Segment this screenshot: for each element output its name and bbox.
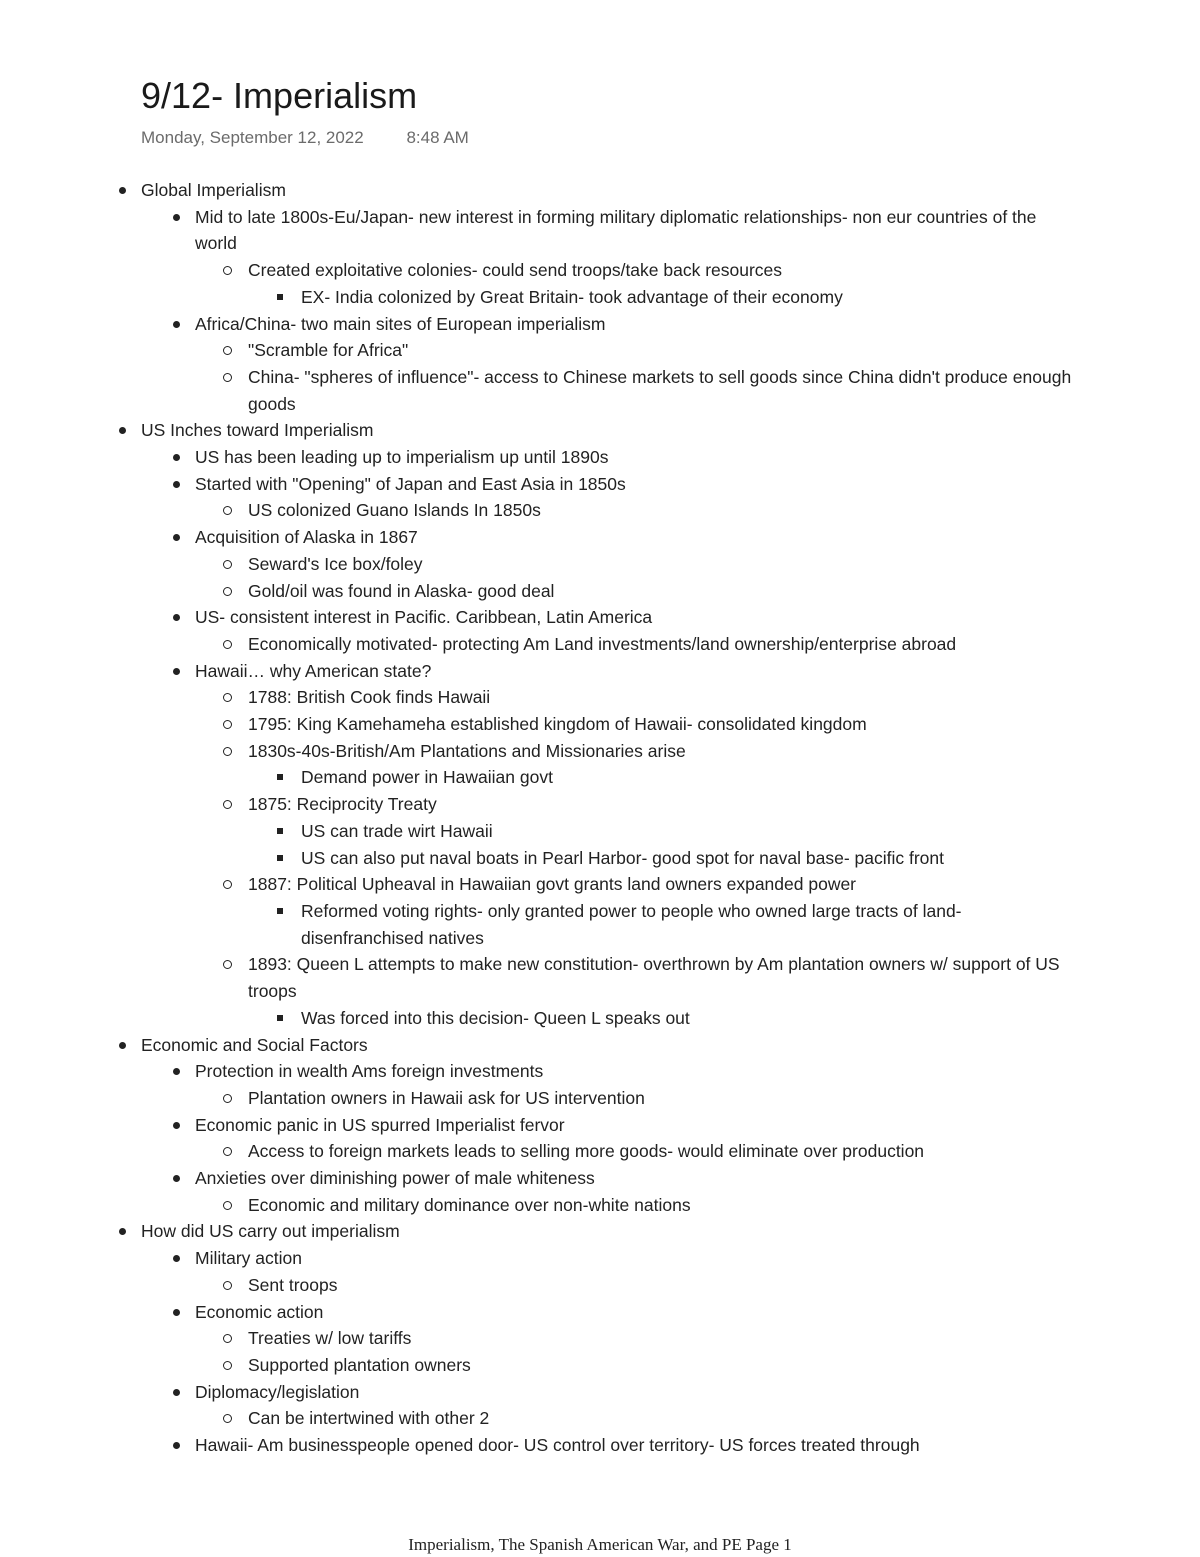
- outline-item-text: Seward's Ice box/foley: [248, 553, 423, 574]
- outline-item-level-3: [0, 791, 1078, 818]
- bullet-circle-icon: [220, 684, 240, 711]
- page-time: 8:48 AM: [406, 128, 469, 147]
- outline-item-text: Economic and military dominance over non-white nations: [248, 1194, 691, 1215]
- bullet-circle-icon: [220, 871, 240, 898]
- bullet-dot-icon: [169, 1245, 189, 1272]
- outline-item-text: 1788: British Cook finds Hawaii: [248, 687, 491, 708]
- outline-item-level-3: [0, 738, 1078, 765]
- bullet-square-icon: [273, 818, 293, 845]
- bullet-dot-icon: [169, 1299, 189, 1326]
- outline-item-text: Access to foreign markets leads to selling more goods- would eliminate over production: [248, 1141, 925, 1162]
- page-datetime: [141, 128, 469, 148]
- outline-item-level-3: [0, 631, 1078, 658]
- outline-item-text: Economic panic in US spurred Imperialist fervor: [195, 1114, 565, 1135]
- bullet-dot-icon: [169, 524, 189, 551]
- page-footer: Imperialism, The Spanish American War, and PE Page 1: [408, 1535, 792, 1554]
- bullet-dot-icon: [115, 1218, 135, 1245]
- bullet-circle-icon: [220, 1352, 240, 1379]
- outline-item-text: Can be intertwined with other 2: [248, 1408, 490, 1429]
- outline-item-text: 1893: Queen L attempts to make new constitution- overthrown by Am plantation owners w/ support of US troops: [248, 954, 1060, 1002]
- page-date: Monday, September 12, 2022: [141, 128, 364, 147]
- outline-item-text: Acquisition of Alaska in 1867: [195, 527, 418, 548]
- outline-item-level-3: [0, 1272, 1078, 1299]
- outline-item-text: US can also put naval boats in Pearl Harbor- good spot for naval base- pacific front: [301, 847, 944, 868]
- outline-item-level-4: [0, 845, 1078, 872]
- outline-item-text: 1875: Reciprocity Treaty: [248, 794, 437, 815]
- outline-item-level-4: [0, 284, 1078, 311]
- bullet-dot-icon: [169, 444, 189, 471]
- bullet-dot-icon: [169, 1058, 189, 1085]
- outline-item-level-2: [0, 204, 1080, 257]
- outline-item-level-4: [0, 764, 1078, 791]
- outline-item-level-4: [0, 818, 1078, 845]
- bullet-dot-icon: [169, 1165, 189, 1192]
- outline-item-text: Plantation owners in Hawaii ask for US intervention: [248, 1087, 645, 1108]
- outline-item-level-1: [0, 1218, 1081, 1245]
- outline-item-level-2: [0, 444, 1080, 471]
- outline-item-text: Africa/China- two main sites of European imperialism: [195, 313, 606, 334]
- outline-item-level-4: [0, 1005, 1078, 1032]
- outline-item-level-2: [0, 658, 1080, 685]
- bullet-square-icon: [273, 284, 293, 311]
- outline-item-level-2: [0, 1165, 1080, 1192]
- outline-item-level-2: [0, 1112, 1080, 1139]
- bullet-dot-icon: [169, 604, 189, 631]
- outline-item-text: Was forced into this decision- Queen L speaks out: [301, 1007, 690, 1028]
- outline-item-text: 1830s-40s-British/Am Plantations and Missionaries arise: [248, 740, 686, 761]
- outline-item-text: Global Imperialism: [141, 180, 286, 200]
- bullet-dot-icon: [115, 177, 135, 204]
- bullet-dot-icon: [169, 471, 189, 498]
- bullet-circle-icon: [220, 497, 240, 524]
- outline-item-level-3: [0, 1405, 1078, 1432]
- outline-item-text: EX- India colonized by Great Britain- took advantage of their economy: [301, 286, 843, 307]
- outline-item-text: Hawaii… why American state?: [195, 660, 432, 681]
- outline-item-level-2: [0, 1245, 1080, 1272]
- outline-item-level-3: [0, 364, 1078, 417]
- outline-item-text: Reformed voting rights- only granted power to people who owned large tracts of land- disenfranchised natives: [301, 900, 962, 948]
- outline-item-level-3: [0, 1138, 1078, 1165]
- bullet-dot-icon: [169, 658, 189, 685]
- bullet-circle-icon: [220, 1192, 240, 1219]
- outline-item-level-2: [0, 1058, 1080, 1085]
- outline-item-text: Economically motivated- protecting Am Land investments/land ownership/enterprise abroad: [248, 633, 957, 654]
- bullet-dot-icon: [169, 1379, 189, 1406]
- outline-item-level-3: [0, 578, 1078, 605]
- outline-item-level-1: [0, 1032, 1081, 1059]
- bullet-circle-icon: [220, 738, 240, 765]
- outline-item-level-3: [0, 497, 1078, 524]
- outline-item-level-2: [0, 311, 1080, 338]
- outline-item-text: How did US carry out imperialism: [141, 1221, 400, 1242]
- bullet-circle-icon: [220, 951, 240, 978]
- bullet-dot-icon: [169, 204, 189, 231]
- outline-item-level-2: [0, 1379, 1080, 1406]
- outline-item-text: US has been leading up to imperialism up until 1890s: [195, 447, 609, 468]
- bullet-dot-icon: [169, 1432, 189, 1459]
- bullet-circle-icon: [220, 578, 240, 605]
- outline-item-text: Hawaii- Am businesspeople opened door- US control over territory- US forces treated through: [195, 1435, 920, 1456]
- outline-item-text: US Inches toward Imperialism: [141, 420, 374, 441]
- outline-item-text: Economic action: [195, 1301, 324, 1322]
- bullet-circle-icon: [220, 631, 240, 658]
- outline-item-level-3: [0, 337, 1078, 364]
- outline-item-text: Created exploitative colonies- could send troops/take back resources: [248, 260, 783, 281]
- outline-item-text: 1887: Political Upheaval in Hawaiian govt grants land owners expanded power: [248, 874, 857, 895]
- bullet-dot-icon: [115, 1032, 135, 1059]
- outline-item-text: Economic and Social Factors: [141, 1034, 368, 1055]
- bullet-dot-icon: [169, 1112, 189, 1139]
- outline-item-text: Protection in wealth Ams foreign investments: [195, 1061, 544, 1082]
- outline-item-text: Anxieties over diminishing power of male whiteness: [195, 1168, 595, 1189]
- bullet-circle-icon: [220, 791, 240, 818]
- bullet-square-icon: [273, 845, 293, 872]
- bullet-square-icon: [273, 1005, 293, 1032]
- outline-item-text: Supported plantation owners: [248, 1354, 471, 1375]
- outline-item-text: Started with "Opening" of Japan and East Asia in 1850s: [195, 473, 626, 494]
- bullet-circle-icon: [220, 337, 240, 364]
- bullet-circle-icon: [220, 1325, 240, 1352]
- outline-item-level-3: [0, 1325, 1078, 1352]
- outline-item-text: China- "spheres of influence"- access to Chinese markets to sell goods since China didn't produce enough goods: [248, 366, 1072, 414]
- notes-outline: [0, 177, 1200, 1459]
- outline-item-level-3: [0, 1085, 1078, 1112]
- bullet-circle-icon: [220, 1085, 240, 1112]
- outline-item-level-3: [0, 711, 1078, 738]
- bullet-dot-icon: [169, 311, 189, 338]
- outline-item-text: Diplomacy/legislation: [195, 1381, 360, 1402]
- outline-item-text: US can trade wirt Hawaii: [301, 820, 493, 841]
- bullet-square-icon: [273, 898, 293, 925]
- outline-item-text: 1795: King Kamehameha established kingdom of Hawaii- consolidated kingdom: [248, 714, 867, 735]
- outline-item-level-3: [0, 1352, 1078, 1379]
- outline-item-level-1: [0, 417, 1081, 444]
- bullet-circle-icon: [220, 1272, 240, 1299]
- outline-item-text: US- consistent interest in Pacific. Caribbean, Latin America: [195, 607, 653, 628]
- outline-item-level-3: [0, 684, 1078, 711]
- outline-item-text: US colonized Guano Islands In 1850s: [248, 500, 541, 521]
- bullet-circle-icon: [220, 551, 240, 578]
- outline-item-level-4: [0, 898, 1078, 951]
- outline-item-level-2: [0, 524, 1080, 551]
- outline-item-level-3: [0, 951, 1078, 1004]
- bullet-circle-icon: [220, 1405, 240, 1432]
- outline-item-text: Sent troops: [248, 1274, 338, 1295]
- outline-item-text: Demand power in Hawaiian govt: [301, 767, 553, 788]
- outline-item-level-2: [0, 1432, 1080, 1459]
- outline-item-text: Military action: [195, 1248, 302, 1269]
- bullet-circle-icon: [220, 257, 240, 284]
- outline-item-level-2: [0, 1299, 1080, 1326]
- outline-item-level-3: [0, 871, 1078, 898]
- outline-item-level-3: [0, 257, 1078, 284]
- outline-item-level-2: [0, 604, 1080, 631]
- bullet-circle-icon: [220, 364, 240, 391]
- outline-item-text: Treaties w/ low tariffs: [248, 1328, 412, 1349]
- outline-item-text: Gold/oil was found in Alaska- good deal: [248, 580, 555, 601]
- bullet-dot-icon: [115, 417, 135, 444]
- outline-item-text: "Scramble for Africa": [248, 340, 409, 361]
- bullet-circle-icon: [220, 711, 240, 738]
- page-title: 9/12- Imperialism: [141, 75, 418, 116]
- outline-item-level-2: [0, 471, 1080, 498]
- bullet-square-icon: [273, 764, 293, 791]
- outline-item-level-1: [0, 177, 1081, 204]
- outline-item-text: Mid to late 1800s-Eu/Japan- new interest in forming military diplomatic relationships- non eur countries of the world: [195, 206, 1037, 254]
- outline-item-level-3: [0, 1192, 1078, 1219]
- bullet-circle-icon: [220, 1138, 240, 1165]
- outline-item-level-3: [0, 551, 1078, 578]
